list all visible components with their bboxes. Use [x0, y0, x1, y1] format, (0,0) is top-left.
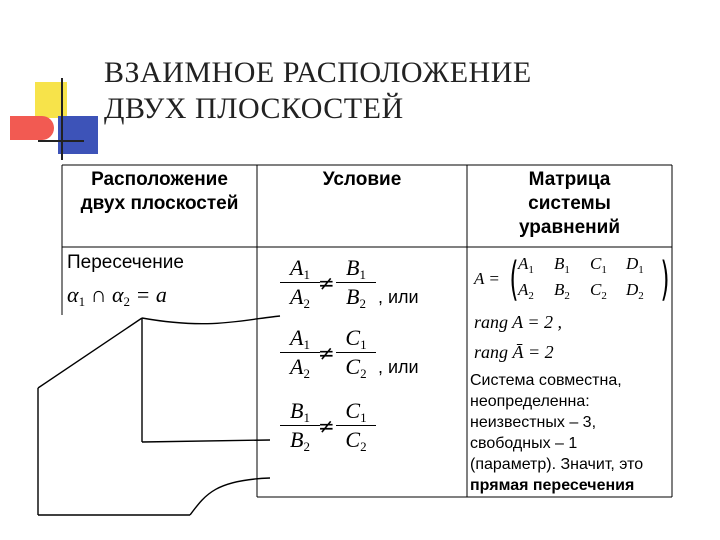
condition-fraction-left [280, 325, 320, 380]
condition-fraction-left [280, 398, 320, 453]
fraction-numerator: $A_1$ [290, 255, 310, 282]
fraction-bar [336, 282, 376, 283]
fraction-denominator: $C_2$ [345, 354, 367, 381]
fraction-bar [336, 425, 376, 426]
matrix-cell: $A_1$ [518, 254, 534, 276]
fraction-denominator: $C_2$ [345, 427, 367, 454]
intersecting-planes-drawing [38, 316, 280, 515]
matrix-cell: $C_1$ [590, 254, 607, 276]
fraction-denominator: $B_2$ [290, 427, 310, 454]
title-line-1: ВЗАИМНОЕ РАСПОЛОЖЕНИЕ [104, 56, 532, 89]
matrix-cell: $B_2$ [554, 280, 570, 302]
fraction-bar [280, 352, 320, 353]
matrix-cell: $A_2$ [518, 280, 534, 302]
condition-or-text: , или [378, 287, 419, 307]
header-matrix: Матрица системы уравнений [518, 169, 621, 238]
rank-a-extended: rang Ā = 2 [474, 342, 554, 362]
fraction-numerator: $B_1$ [346, 255, 366, 282]
matrix-cell: $B_1$ [554, 254, 570, 276]
rank-a: rang A = 2 , [474, 312, 562, 332]
row-label-intersection: Пересечение [67, 252, 184, 273]
condition-fraction-left [280, 255, 320, 310]
not-equal-sign: ≠ [318, 414, 335, 438]
not-equal-sign: ≠ [318, 271, 335, 295]
fraction-bar [336, 352, 376, 353]
fraction-numerator: $C_1$ [345, 325, 367, 352]
fraction-numerator: $C_1$ [345, 398, 367, 425]
title-line-2: ДВУХ ПЛОСКОСТЕЙ [104, 92, 404, 125]
condition-fraction-right [336, 255, 376, 310]
fraction-denominator: $A_2$ [290, 354, 310, 381]
fraction-bar [280, 425, 320, 426]
condition-fraction-right [336, 398, 376, 453]
fraction-denominator: $B_2$ [346, 284, 366, 311]
fraction-numerator: $B_1$ [290, 398, 310, 425]
system-description: Система совместна, неопределенна: неизвестных – 3, свободных – 1 (параметр). Значит, это прямая пересечения [470, 372, 644, 494]
matrix-bracket-right: ) [660, 252, 670, 306]
not-equal-sign: ≠ [318, 341, 335, 365]
condition-fraction-right [336, 325, 376, 380]
header-condition: Условие [322, 169, 402, 190]
intersection-relation: $\alpha_1$ ∩ $\alpha_2 = a$ [67, 282, 167, 309]
matrix-cell: $D_1$ [626, 254, 644, 276]
fraction-bar [280, 282, 320, 283]
matrix-block [472, 254, 672, 306]
fraction-denominator: $A_2$ [290, 284, 310, 311]
header-position: Расположение двух плоскостей [80, 169, 239, 214]
condition-or-text: , или [378, 357, 419, 377]
matrix-label: A = [474, 269, 500, 288]
matrix-cell: $C_2$ [590, 280, 607, 302]
fraction-numerator: $A_1$ [290, 325, 310, 352]
matrix-cell: $D_2$ [626, 280, 644, 302]
matrix-bracket-left: ( [509, 252, 519, 306]
